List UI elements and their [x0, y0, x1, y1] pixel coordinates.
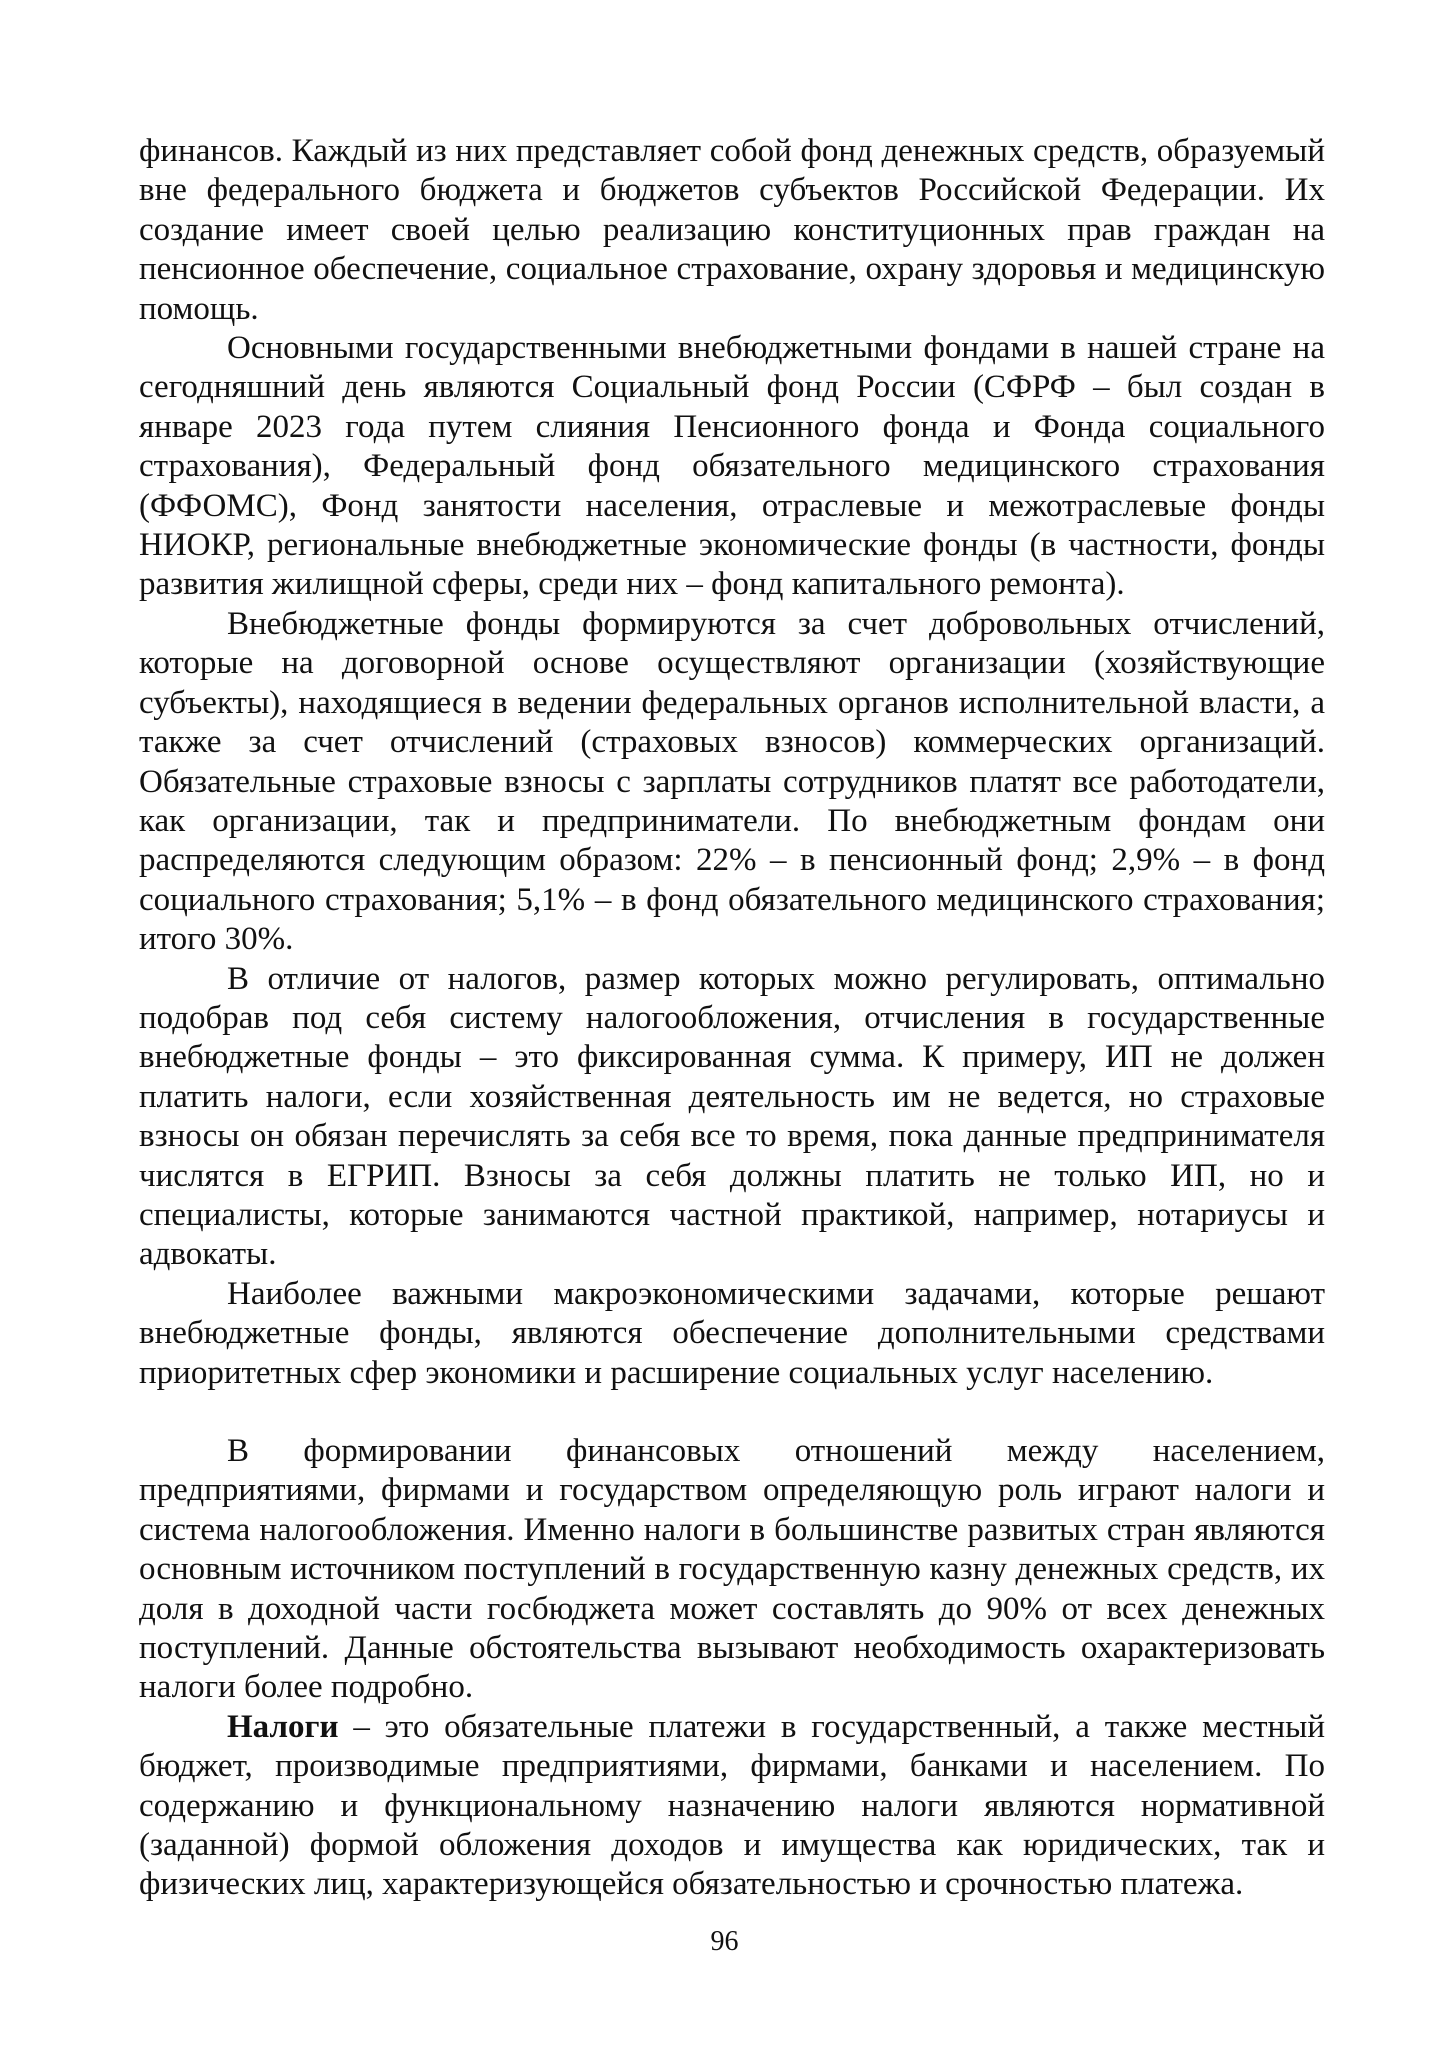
paragraph-fixed-contributions: В отличие от налогов, размер которых можно регулировать, оптимально подобрав под себя систему налогообложения, отчисления в государственные внебюджетные фонды – это фиксированная сумма. К примеру, ИП не должен платить налоги, если хозяйственная деятельность им не ведется, но страховые взносы он обязан перечислять за себя все то время, пока данные предпринимателя числятся в ЕГРИП. Взносы за себя должны платить не только ИП, но и специалисты, которые занимаются частной практикой, например, нотариусы и адвокаты.	[139, 960, 1325, 1273]
paragraph-main-funds: Основными государственными внебюджетными фондами в нашей стране на сегодняшний день являются Социальный фонд России (СФРФ – был создан в январе 2023 года путем слияния Пенсионного фонда и Фонда социального страхования), Федеральный фонд обязательного медицинского страхования (ФФОМС), Фонд занятости населения, отраслевые и межотраслевые фонды НИОКР, региональные внебюджетные экономические фонды (в частности, фонды развития жилищной сферы, среди них – фонд капитального ремонта).	[139, 330, 1325, 603]
paragraph-macro-tasks: Наиболее важными макроэкономическими задачами, которые решают внебюджетные фонды, являются обеспечение дополнительными средствами приоритетных сфер экономики и расширение социальных услуг населению.	[139, 1275, 1325, 1391]
paragraph-funds-intro: финансов. Каждый из них представляет собой фонд денежных средств, образуемый вне федерального бюджета и бюджетов субъектов Российской Федерации. Их создание имеет своей целью реализацию конституционных прав граждан на пенсионное обеспечение, социальное страхование, охрану здоровья и медицинскую помощь.	[139, 133, 1325, 327]
section-gap	[139, 1393, 1325, 1432]
page-number: 96	[710, 1926, 739, 1957]
document-page	[139, 132, 1325, 1905]
definition-text: – это обязательные платежи в государственный, а также местный бюджет, производимые предприятиями, фирмами, банками и населением. По содержанию и функциональному назначению налоги являются нормативной (заданной) формой обложения доходов и имущества как юридических, так и физических лиц, характеризующейся обязательностью и срочностью платежа.	[139, 1708, 1325, 1903]
paragraph-taxes-definition	[139, 1708, 1325, 1905]
paragraph-taxes-role: В формировании финансовых отношений между населением, предприятиями, фирмами и государством определяющую роль играют налоги и система налогообложения. Именно налоги в большинстве развитых стран являются основным источником поступлений в государственную казну денежных средств, их доля в доходной части госбюджета может составлять до 90% от всех денежных поступлений. Данные обстоятельства вызывают необходимость охарактеризовать налоги более подробно.	[139, 1433, 1325, 1706]
term-taxes: Налоги	[227, 1708, 339, 1745]
paragraph-funds-formation: Внебюджетные фонды формируются за счет добровольных отчислений, которые на договорной основе осуществляют организации (хозяйствующие субъекты), находящиеся в ведении федеральных органов исполнительной власти, а также за счет отчислений (страховых взносов) коммерческих организаций. Обязательные страховые взносы с зарплаты сотрудников платят все работодатели, как организации, так и предприниматели. По внебюджетным фондам они распределяются следующим образом: 22% – в пенсионный фонд; 2,9% – в фонд социального страхования; 5,1% – в фонд обязательного медицинского страхования; итого 30%.	[139, 605, 1325, 958]
